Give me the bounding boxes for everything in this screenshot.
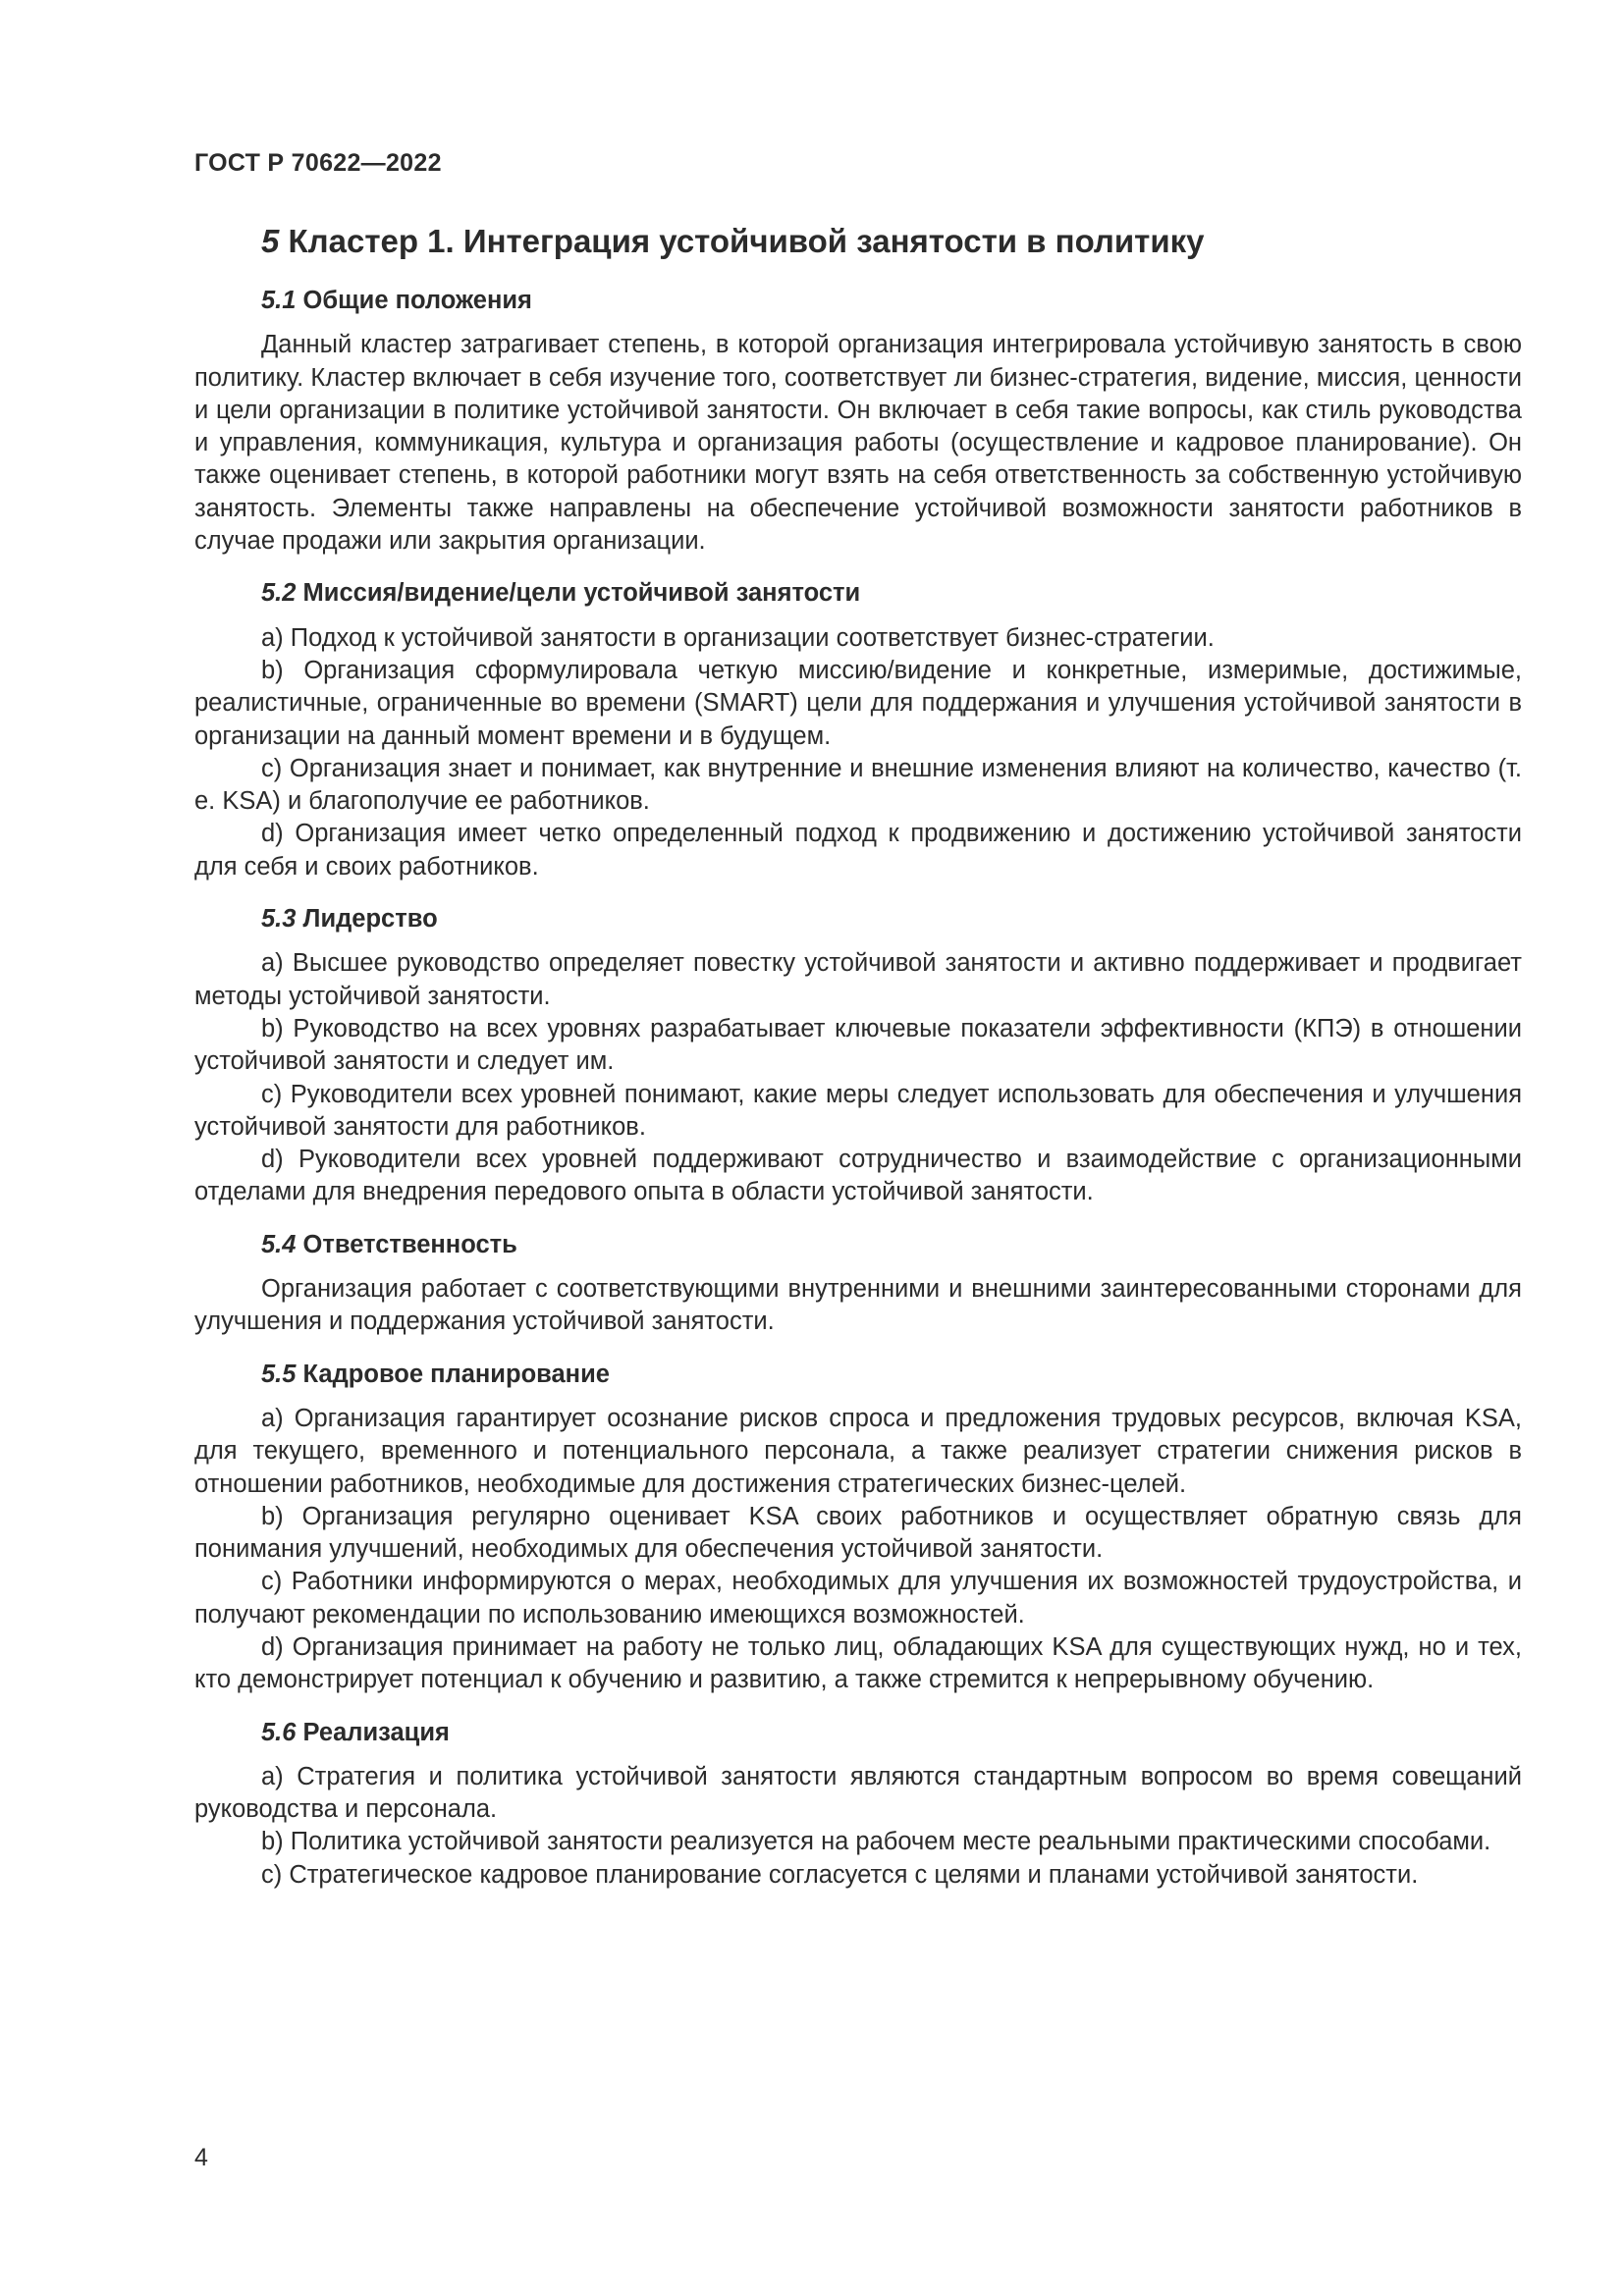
section-number: 5 (261, 223, 280, 259)
subsection-title: Ответственность (302, 1230, 517, 1258)
list-item: а) Организация гарантирует осознание рисков спроса и предложения трудовых ресурсов, включая KSA, для текущего, временного и потенциального персонала, а также реализует стратегии снижения рисков в отношении работников, необходимые для достижения стратегических бизнес-целей. (194, 1404, 1522, 1498)
page-number: 4 (194, 2144, 208, 2171)
subsection-heading-5-1 (194, 285, 1522, 317)
document-id: ГОСТ Р 70622—2022 (194, 149, 442, 177)
list-item: d) Организация принимает на работу не только лиц, обладающих KSA для существующих нужд, но и тех, кто демонстрирует потенциал к обучению и развитию, а также стремится к непрерывному обучению. (194, 1632, 1522, 1694)
subsection-heading-5-6 (194, 1717, 1522, 1749)
subsection-title: Миссия/видение/цели устойчивой занятости (302, 579, 861, 608)
list-item: b) Руководство на всех уровнях разрабатывает ключевые показатели эффективности (КПЭ) в отношении устойчивой занятости и следует им. (194, 1014, 1522, 1076)
list-item: d) Руководители всех уровней поддерживают сотрудничество и взаимодействие с организационными отделами для внедрения передового опыта в области устойчивой занятости. (194, 1146, 1522, 1206)
subsection-number: 5.6 (261, 1718, 297, 1746)
list-item: c) Стратегическое кадровое планирование согласуется с целями и планами устойчивой занятости. (261, 1860, 1419, 1889)
subsection-heading-5-5 (194, 1359, 1522, 1391)
list-item: b) Политика устойчивой занятости реализуется на рабочем месте реальными практическими способами. (261, 1828, 1491, 1856)
subsection-heading-5-4 (194, 1229, 1522, 1261)
subsection-number: 5.1 (261, 287, 297, 314)
subsection-title: Реализация (302, 1718, 450, 1746)
list-item: c) Руководители всех уровней понимают, какие меры следует использовать для обеспечения и улучшения устойчивой занятости для работников. (194, 1080, 1522, 1141)
list-item: а) Подход к устойчивой занятости в организации соответствует бизнес-стратегии. (261, 623, 1215, 652)
document-body (194, 285, 1522, 1892)
paragraph: Организация работает с соответствующими внутренними и внешними заинтересованными сторонами для улучшения и поддержания устойчивой занятости. (194, 1275, 1522, 1336)
subsection-number: 5.5 (261, 1360, 297, 1388)
subsection-title: Лидерство (302, 905, 438, 934)
section-title: Кластер 1. Интеграция устойчивой занятости в политику (288, 223, 1205, 259)
subsection-number: 5.2 (261, 579, 297, 608)
subsection-heading-5-2 (194, 577, 1522, 610)
list-item: b) Организация регулярно оценивает KSA своих работников и осуществляет обратную связь для понимания улучшений, необходимых для обеспечения устойчивой занятости. (194, 1502, 1522, 1564)
paragraph: Данный кластер затрагивает степень, в которой организация интегрировала устойчивую занятость в свою политику. Кластер включает в себя изучение того, соответствует ли бизнес-стратегия, видение, миссия, ценности и цели организации в политике устойчивой занятости. Он включает в себя такие вопросы, как стиль руководства и управления, коммуникация, культура и организация работы (осуществление и кадровое планирование). Он также оценивает степень, в которой работники могут взять на себя ответственность за собственную устойчивую занятость. Элементы также направлены на обеспечение устойчивой возможности занятости работников в случае продажи или закрытия организации. (194, 331, 1522, 556)
subsection-title: Общие положения (302, 287, 532, 314)
subsection-title: Кадровое планирование (302, 1360, 610, 1388)
subsection-number: 5.3 (261, 905, 297, 934)
list-item: а) Стратегия и политика устойчивой занятости являются стандартным вопросом во время совещаний руководства и персонала. (194, 1762, 1522, 1824)
subsection-heading-5-3 (194, 903, 1522, 935)
list-item: c) Работники информируются о мерах, необходимых для улучшения их возможностей трудоустройства, и получают рекомендации по использованию имеющихся возможностей. (194, 1568, 1522, 1629)
list-item: d) Организация имеет четко определенный подход к продвижению и достижению устойчивой занятости для себя и своих работников. (194, 820, 1522, 881)
subsection-number: 5.4 (261, 1230, 297, 1258)
list-item: b) Организация сформулировала четкую миссию/видение и конкретные, измеримые, достижимые, реалистичные, ограниченные во времени (SMART) цели для поддержания и улучшения устойчивой занятости в организации на данный момент времени и в будущем. (194, 656, 1522, 750)
section-heading (261, 223, 1204, 260)
list-item: c) Организация знает и понимает, как внутренние и внешние изменения влияют на количество, качество (т. е. KSA) и благополучие ее работников. (194, 754, 1522, 816)
list-item: а) Высшее руководство определяет повестку устойчивой занятости и активно поддерживает и продвигает методы устойчивой занятости. (194, 949, 1522, 1010)
